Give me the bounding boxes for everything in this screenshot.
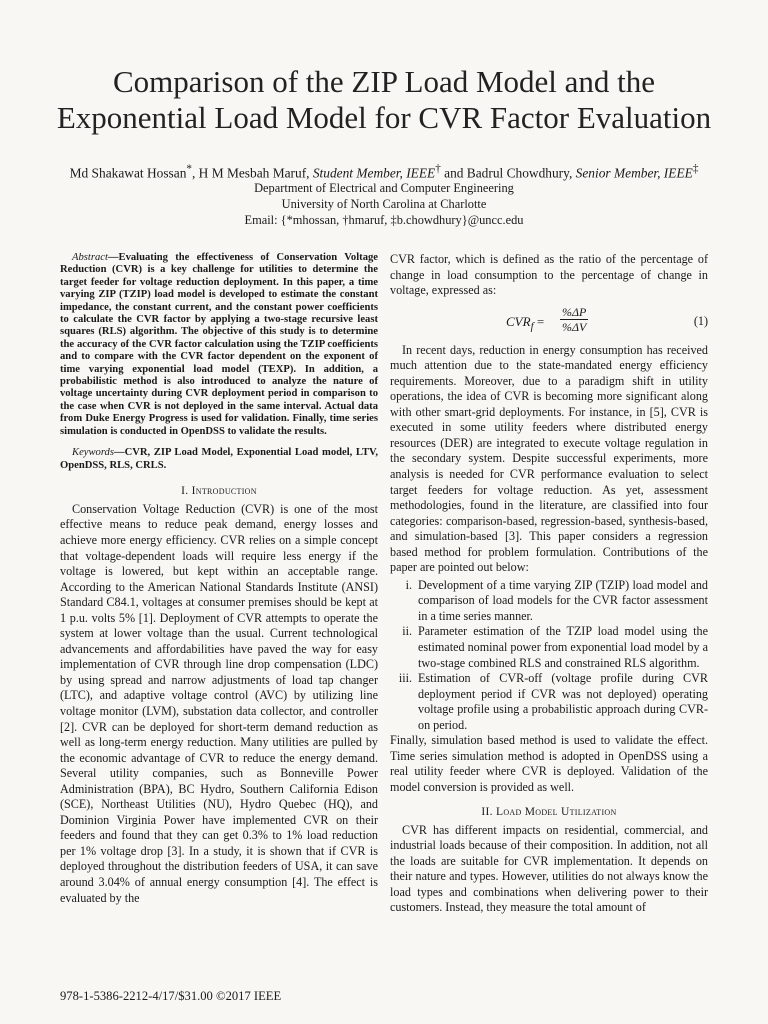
affiliation-email: Email: {*mhossan, †hmaruf, ‡b.chowdhury}@uncc.edu	[244, 213, 524, 227]
author-mark: ‡	[692, 163, 699, 175]
keywords-label: Keywords	[72, 447, 114, 459]
paragraph: Finally, simulation based method is used to validate the effect. Time series simulation method is adopted in OpenDSS using a real utility feeder where CVR is deployed. Validation of the model conversion is provided as well.	[390, 733, 708, 794]
section-heading-introduction: I. Introduction	[181, 484, 257, 497]
author-mark: *	[186, 163, 192, 175]
affiliation-univ: University of North Carolina at Charlotte	[281, 197, 487, 211]
introduction-paragraph: Conservation Voltage Reduction (CVR) is one of the most effective means to reduce peak demand, energy losses and achieve more energy efficiency. CVR relies on a simple concept that voltage-dependent loads will require less energy if the voltage is lowered, but kept within an acceptable range. According to the American National Standards Institute (ANSI) Standard C84.1, voltages at consumer premises should be kept at 1 p.u. volts 5% [1]. Deployment of CVR attempts to operate the system at lower voltage than the usual. Current technological advancements and affordabilities have paved the way for easy implementation of CVR through line drop compensation (LDC) by using spread and narrow adjustments of load tap changer (LTC), and adaptive voltage control (AVC) by utilizing line voltage monitor (LVM), substation data collector, and controller [2]. CVR can be deployed for short-term demand reduction as well as long-term energy reduction. Many utilities are pulled by the economic advantage of CVR to reduce the energy demand. Several utility companies, such as Bonneville Power Administration (BPA), BC Hydro, Southern California Edison (SCE), Northeast Utilities (NU), Hydro Quebec (HQ), and Dominion Virginia Power have implemented CVR on their feeders and found that they can get 0.3% to 1% load reduction per 1% voltage drop [3]. In a study, it is shown that if CVR is deployed throughout the distribution feeders of USA, it can save around 3.04% of annual energy consumption [4]. The effect is evaluated by the	[60, 501, 378, 905]
abstract	[60, 252, 378, 438]
author-line	[20, 161, 748, 181]
left-column	[60, 252, 378, 906]
affiliation-dept: Department of Electrical and Computer Engineering	[254, 181, 514, 195]
list-marker: i.	[405, 577, 412, 592]
list-marker: ii.	[402, 624, 412, 639]
list-marker: iii.	[398, 671, 412, 686]
equation-cvr-factor	[390, 305, 708, 337]
paper-title: Comparison of the ZIP Load Model and the Exponential Load Model for CVR Factor Evaluation	[56, 64, 712, 135]
list-item: iii. Estimation of CVR-off (voltage profile during CVR deployment period if CVR was not deployed) operating voltage profile using a probabilistic approach during CVR-on period.	[390, 671, 708, 733]
author-mark: †	[435, 163, 441, 175]
keywords	[60, 447, 378, 472]
equation-number: (1)	[693, 313, 708, 328]
equation-lhs: $CVR_f$ =	[506, 313, 545, 333]
author-name: , H M Mesbah Maruf,	[191, 165, 313, 181]
paragraph: In recent days, reduction in energy consumption has received much attention due to the state-mandated energy efficiency requirements. Moreover, due to a paradigm shift in utility operations, the idea of CVR is becoming more significant along with other smart-grid deployments. For instance, in [5], CVR is executed in some utility feeders where distributed energy resources (DER) are integrated to execute voltage regulation in the secondary system. Despite successful experiments, more analysis is needed for CVR performance evaluation to select target feeders for voltage reduction. As yet, assessment methodologies, found in the literature, are classified into four categories: comparison-based, regression-based, synthesis-based, and simulation-based [3]. This paper considers a regression based method for problem formulation. Contributions of the paper are pointed out below:	[390, 342, 708, 575]
keywords-text: —CVR, ZIP Load Model, Exponential Load model, LTV, OpenDSS, RLS, CRLS.	[60, 447, 378, 471]
equation-denominator: %ΔV	[562, 319, 587, 334]
list-item: i. Development of a time varying ZIP (TZIP) load model and comparison of load models for the CVR factor assessment in a time series manner.	[390, 578, 708, 625]
list-item: ii. Parameter estimation of the TZIP load model using the estimated nominal power from exponential load model by a two-stage combined RLS and constrained RLS algorithm.	[390, 624, 708, 671]
right-column	[390, 252, 708, 916]
contribution-list	[390, 578, 708, 733]
author-name: and Badrul Chowdhury,	[440, 165, 576, 181]
equation-fraction	[560, 305, 588, 334]
author-role: Senior Member, IEEE	[575, 165, 693, 181]
equation-numerator: %ΔP	[562, 304, 587, 319]
author-role: Student Member, IEEE	[312, 165, 436, 181]
paragraph: CVR has different impacts on residential, commercial, and industrial loads because of their composition. In addition, not all the loads are suitable for CVR implementation. It depends on their nature and types. However, utilities do not always know the load types and combinations when delivering power to their customers. Instead, they measure the total amount of	[390, 822, 708, 915]
author-name: Md Shakawat Hossan	[69, 165, 187, 181]
paragraph: CVR factor, which is defined as the ratio of the percentage of change in load consumption to the percentage of change in voltage, expressed as:	[390, 252, 708, 298]
abstract-label: Abstract	[72, 252, 108, 263]
section-heading-load-model: II. Load Model Utilization	[481, 805, 617, 818]
copyright-footer: 978-1-5386-2212-4/17/$31.00 ©2017 IEEE	[60, 989, 282, 1003]
abstract-text: —Evaluating the effectiveness of Conservation Voltage Reduction (CVR) is a key challenge for utilities to determine the target feeder for voltage reduction deployment. In this paper, a time varying ZIP (TZIP) load model is developed to estimate the constant impedance, the constant current, and the constant power coefficients to calculate the CVR factor by applying a two-stage recursive least squares (RLS) algorithm. The objective of this study is to determine the accuracy of the CVR factor calculation using the TZIP coefficients and to compare with the CVR factor dependent on the exponent of time varying exponential load model (TEXP). In addition, a probabilistic method is also introduced to analyze the nature of voltage uncertainty during CVR deployment period in comparison to the case when CVR is not deployed in the same interval. Actual data from Duke Energy Progress is used for validation. Finally, time series simulation is conducted in OpenDSS to validate the results.	[60, 252, 378, 437]
